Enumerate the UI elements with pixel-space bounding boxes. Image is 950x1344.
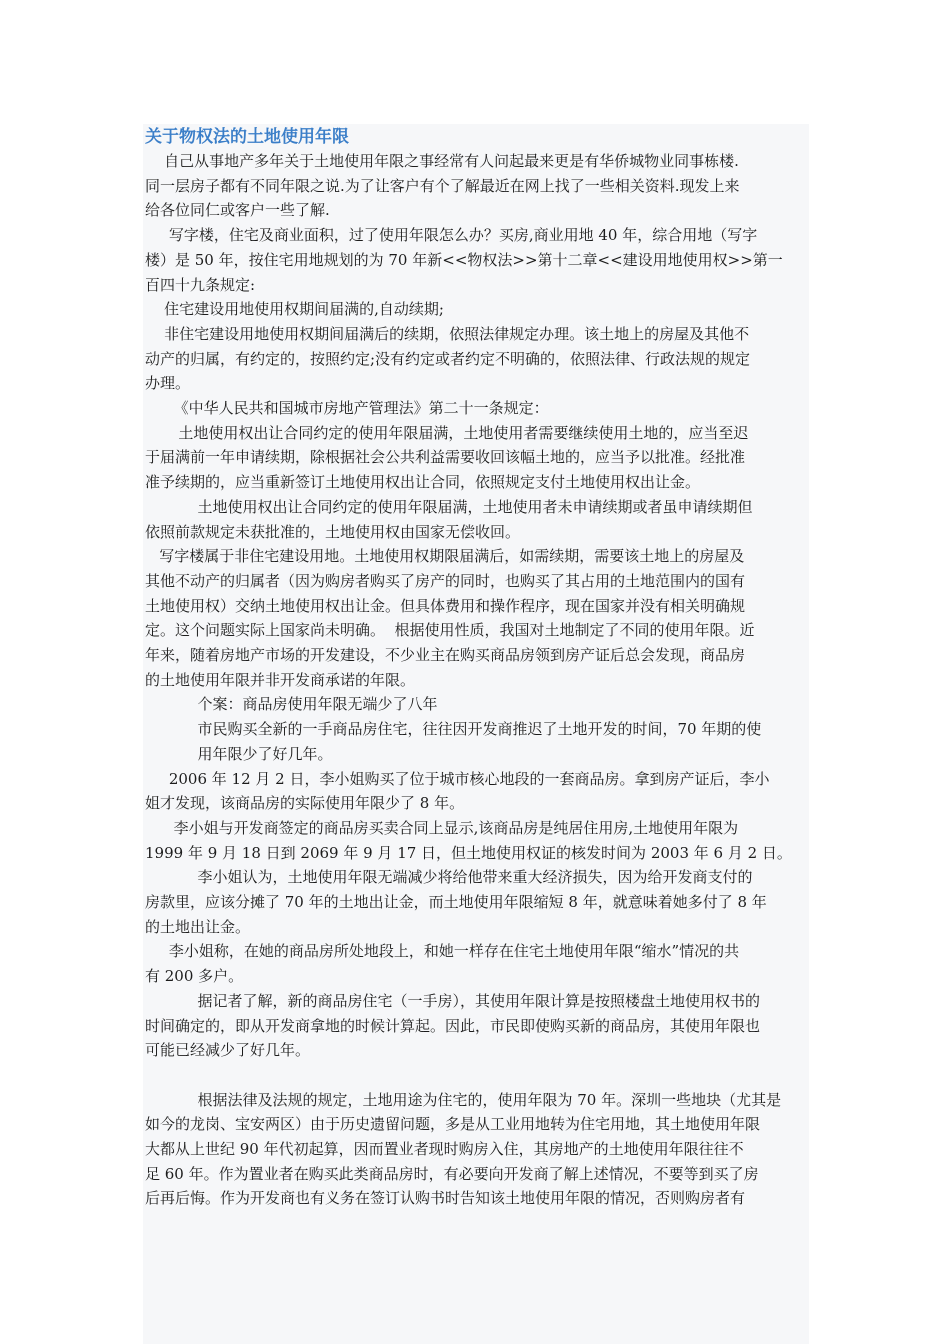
body-line: 李小姐与开发商签定的商品房买卖合同上显示,该商品房是纯居住用房,土地使用年限为 <box>145 819 739 837</box>
body-line: 土地使用权出让合同约定的使用年限届满，土地使用者需要继续使用土地的，应当至迟 <box>145 424 749 442</box>
body-line: 时间确定的，即从开发商拿地的时候计算起。因此，市民即使购买新的商品房，其使用年限也 <box>145 1017 761 1035</box>
body-line: 李小姐认为，土地使用年限无端减少将给他带来重大经济损失，因为给开发商支付的 <box>145 868 753 886</box>
body-line: 有 200 多户。 <box>145 967 244 985</box>
body-line: 据记者了解，新的商品房住宅（一手房），其使用年限计算是按照楼盘土地使用权书的 <box>145 992 760 1010</box>
body-line: 依照前款规定未获批准的，土地使用权由国家无偿收回。 <box>145 523 521 541</box>
body-line: 市民购买全新的一手商品房住宅，往往因开发商推迟了土地开发的时间，70 年期的使 <box>145 720 762 738</box>
body-line: 其他不动产的归属者（因为购房者购买了房产的同时，也购买了其占用的土地范围内的国有 <box>145 572 746 590</box>
body-line: 足 60 年。作为置业者在购买此类商品房时，有必要向开发商了解上述情况，不要等到买了房 <box>145 1165 759 1183</box>
body-line: 动产的归属，有约定的，按照约定;没有约定或者约定不明确的，依照法律、行政法规的规定 <box>145 350 751 368</box>
body-line: 的土地出让金。 <box>145 918 251 936</box>
body-line: 1999 年 9 月 18 日到 2069 年 9 月 17 日，但土地使用权证的核发时间为 2003 年 6 月 2 日。 <box>145 844 792 862</box>
body-line: 2006 年 12 月 2 日，李小姐购买了位于城市核心地段的一套商品房。拿到房产证后，李小 <box>145 770 770 788</box>
body-line: 写字楼属于非住宅建设用地。土地使用权期限届满后，如需续期，需要该土地上的房屋及 <box>145 547 745 565</box>
article-title: 关于物权法的土地使用年限 <box>145 127 349 147</box>
body-line: 自己从事地产多年关于土地使用年限之事经常有人问起最来更是有华侨城物业同事栋楼. <box>145 152 739 170</box>
body-line: 《中华人民共和国城市房地产管理法》第二十一条规定： <box>145 399 549 417</box>
body-line: 大都从上世纪 90 年代初起算，因而置业者现时购房入住，其房地产的土地使用年限往往不 <box>145 1140 744 1158</box>
body-line: 定。这个问题实际上国家尚未明确。 根据使用性质，我国对土地制定了不同的使用年限。近 <box>145 621 755 639</box>
body-line: 土地使用权）交纳土地使用权出让金。但具体费用和操作程序，现在国家并没有相关明确规 <box>145 597 746 615</box>
body-line: 的土地使用年限并非开发商承诺的年限。 <box>145 671 416 689</box>
body-line: 用年限少了好几年。 <box>145 745 333 763</box>
body-line: 如今的龙岗、宝安两区）由于历史遗留问题，多是从工业用地转为住宅用地，其土地使用年限 <box>145 1115 761 1133</box>
body-line: 给各位同仁或客户一些了解. <box>145 201 330 219</box>
body-line: 后再后悔。作为开发商也有义务在签订认购书时告知该土地使用年限的情况，否则购房者有 <box>145 1189 746 1207</box>
body-line: 根据法律及法规的规定，土地用途为住宅的，使用年限为 70 年。深圳一些地块（尤其是 <box>145 1091 782 1109</box>
body-line: 年来，随着房地产市场的开发建设，不少业主在购买商品房领到房产证后总会发现，商品房 <box>145 646 746 664</box>
body-line: 于届满前一年申请续期，除根据社会公共利益需要收回该幅土地的，应当予以批准。经批准 <box>145 448 746 466</box>
body-line: 土地使用权出让合同约定的使用年限届满，土地使用者未申请续期或者虽申请续期但 <box>145 498 753 516</box>
body-line: 办理。 <box>145 374 191 392</box>
body-line: 房款里，应该分摊了 70 年的土地出让金，而土地使用年限缩短 8 年，就意味着她多付了 8 年 <box>145 893 767 911</box>
body-line: 住宅建设用地使用权期间届满的,自动续期; <box>145 300 444 318</box>
body-line: 楼）是 50 年，按住宅用地规划的为 70 年新<<物权法>>第十二章<<建设用地使用权>>第一 <box>145 251 783 269</box>
body-line: 百四十九条规定: <box>145 276 256 294</box>
body-line: 姐才发现，该商品房的实际使用年限少了 8 年。 <box>145 794 465 812</box>
body-line: 准予续期的，应当重新签订土地使用权出让合同，依照规定支付土地使用权出让金。 <box>145 473 701 491</box>
body-line: 同一层房子都有不同年限之说.为了让客户有个了解最近在网上找了一些相关资料.现发上来 <box>145 177 740 195</box>
body-line: 可能已经减少了好几年。 <box>145 1041 311 1059</box>
body-line: 李小姐称，在她的商品房所处地段上，和她一样存在住宅土地使用年限“缩水”情况的共 <box>145 942 740 960</box>
body-line: 个案：商品房使用年限无端少了八年 <box>145 695 438 713</box>
body-line: 非住宅建设用地使用权期间届满后的续期，依照法律规定办理。该土地上的房屋及其他不 <box>145 325 750 343</box>
body-line: 写字楼，住宅及商业面积，过了使用年限怎么办？买房,商业用地 40 年，综合用地（写字 <box>145 226 758 244</box>
